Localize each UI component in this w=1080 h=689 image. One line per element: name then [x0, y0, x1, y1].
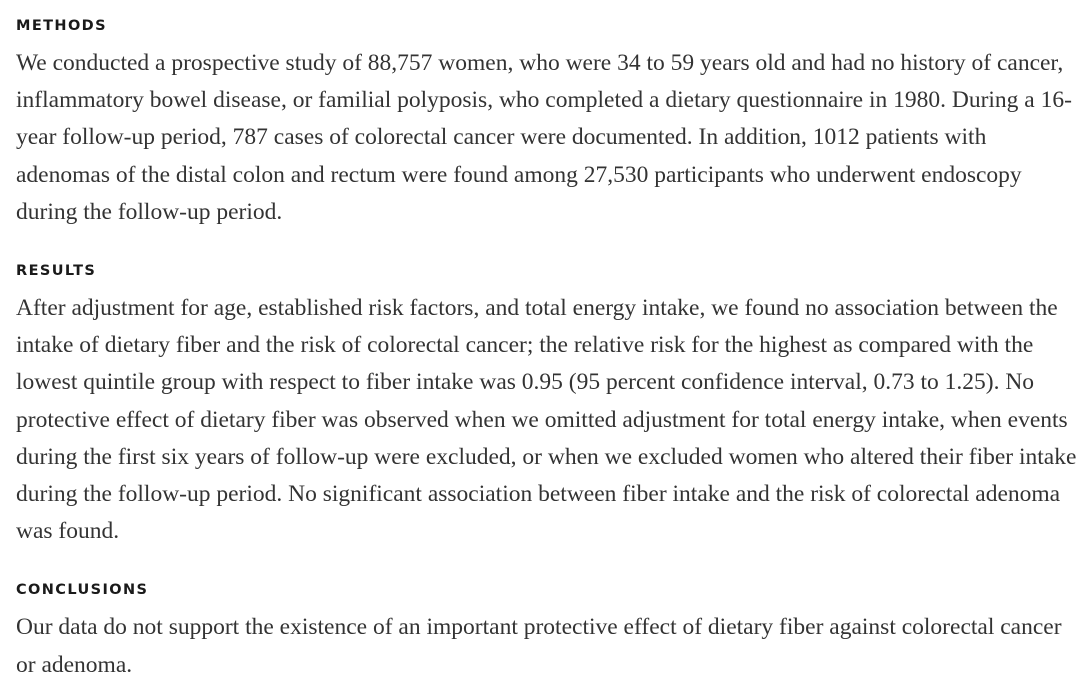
- conclusions-heading: CONCLUSIONS: [16, 582, 149, 599]
- abstract: [16, 0, 1078, 684]
- results-section: [16, 261, 1078, 550]
- results-heading: RESULTS: [16, 263, 97, 280]
- conclusions-section: [16, 580, 1078, 683]
- methods-section: [16, 16, 1078, 231]
- methods-heading: METHODS: [16, 18, 107, 34]
- methods-text: We conducted a prospective study of 88,757 women, who were 34 to 59 years old and had no history of cancer, inflammatory bowel disease, or familial polyposis, who completed a dietary questionnaire in 1980. During a 16-year follow-up period, 787 cases of colorectal cancer were documented. In addition, 1012 patients with adenomas of the distal colon and rectum were found among 27,530 participants who underwent endoscopy during the follow-up period.: [16, 50, 1072, 225]
- results-text: After adjustment for age, established risk factors, and total energy intake, we found no association between the intake of dietary fiber and the risk of colorectal cancer; the relative risk for the highest as compared with the lowest quintile group with respect to fiber intake was 0.95 (95 percent confidence interval, 0.73 to 1.25). No protective effect of dietary fiber was observed when we omitted adjustment for total energy intake, when events during the first six years of follow-up were excluded, or when we excluded women who altered their fiber intake during the follow-up period. No significant association between fiber intake and the risk of colorectal adenoma was found.: [16, 295, 1077, 545]
- conclusions-text: Our data do not support the existence of an important protective effect of dietary fiber against colorectal cancer or adenoma.: [16, 614, 1062, 678]
